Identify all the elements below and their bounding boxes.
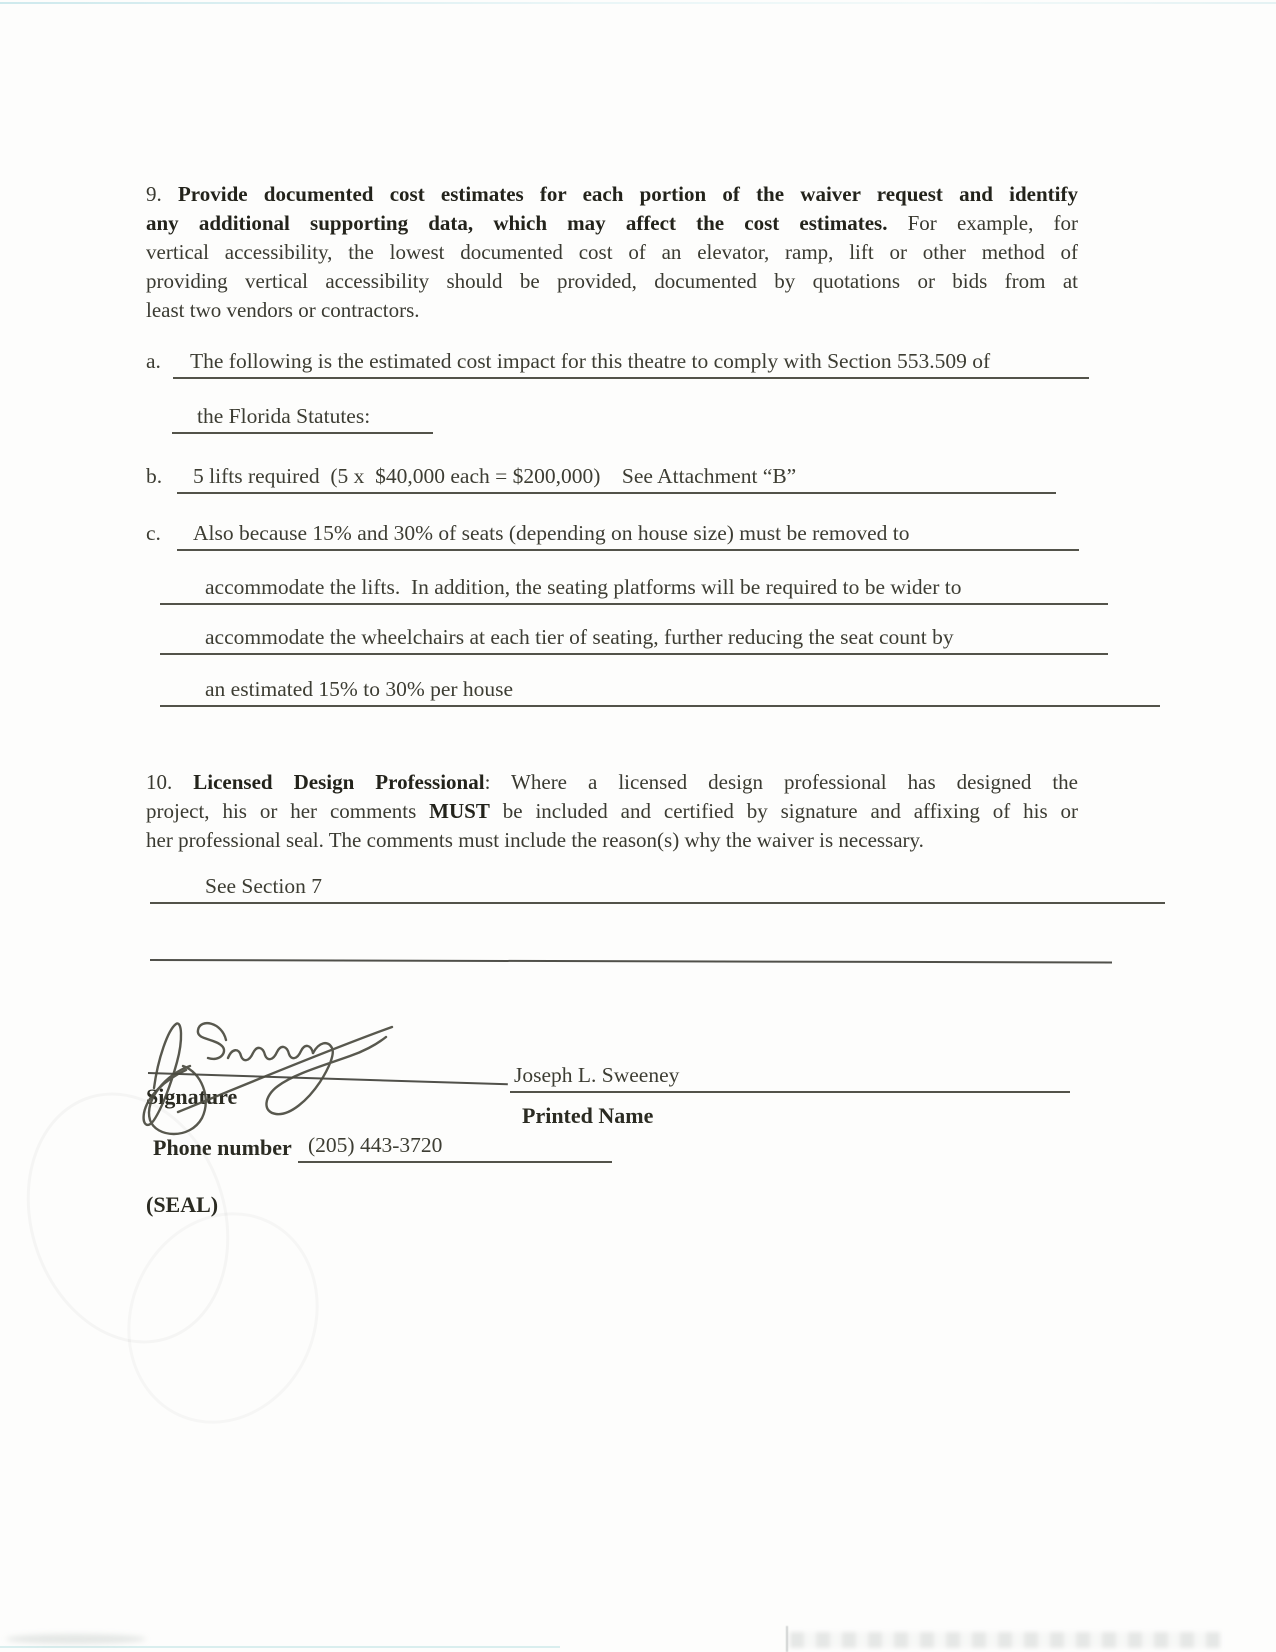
item-10-paragraph <box>146 768 1078 855</box>
item-9-line-2 <box>146 209 1078 238</box>
printed-name-row <box>510 1059 1070 1093</box>
item-9-number: 9. <box>146 182 178 206</box>
answer-b-label: b. <box>146 464 163 488</box>
answer-a-blank-1: The following is the estimated cost impact for this theatre to comply with Section 553.509 of <box>173 345 1089 379</box>
answer-c-row-4 <box>160 673 1160 707</box>
item-10-line-1 <box>146 768 1078 797</box>
answer-b-row <box>146 460 1056 494</box>
signature-label: Signature <box>146 1084 238 1109</box>
answer-c-row-3 <box>160 621 1108 655</box>
answer-a-label: a. <box>146 349 161 373</box>
answer-a-row-2 <box>172 400 433 434</box>
answer-c-blank-3: accommodate the wheelchairs at each tier of seating, further reducing the seat count by <box>160 621 1108 655</box>
phone-number-label: Phone number <box>153 1135 292 1160</box>
paper-crease-artifact <box>94 1182 352 1455</box>
scan-smudge-artifact <box>786 1626 788 1652</box>
answer-c-blank-1: Also because 15% and 30% of seats (depending on house size) must be removed to <box>177 517 1079 551</box>
item-10-line-2 <box>146 797 1078 826</box>
scan-top-edge-artifact <box>0 2 1276 4</box>
answer-c-row-2 <box>160 571 1108 605</box>
printed-name-label: Printed Name <box>522 1103 654 1128</box>
item-10-line-3: her professional seal. The comments must include the reason(s) why the waiver is necessary. <box>146 828 924 852</box>
item-10-bold-heading: Licensed Design Professional <box>193 770 485 794</box>
phone-number-value: (205) 443-3720 <box>298 1129 612 1163</box>
printed-name-value: Joseph L. Sweeney <box>510 1059 1070 1093</box>
item-9-line-4: providing vertical accessibility should be provided, documented by quotations or bids from at <box>146 269 1078 293</box>
answer-c-blank-2: accommodate the lifts. In addition, the seating platforms will be required to be wider to <box>160 571 1108 605</box>
item-10-regular-text: project, his or her comments <box>146 799 430 823</box>
answer-c-label: c. <box>146 521 161 545</box>
item-9-line-5: least two vendors or contractors. <box>146 298 420 322</box>
handwritten-signature <box>138 1006 418 1146</box>
item-10-must-bold: MUST <box>429 799 490 823</box>
item-10-number: 10. <box>146 770 194 794</box>
item-9-line-1 <box>146 180 1078 209</box>
item-10-regular-text: : Where a licensed design professional has designed the <box>484 770 1078 794</box>
scan-smudge-artifact <box>790 1632 1220 1648</box>
scan-smudge-artifact <box>6 1634 146 1644</box>
item-9-bold-text: Provide documented cost estimates for each portion of the waiver request and identify <box>177 182 1079 206</box>
answer-c-blank-4: an estimated 15% to 30% per house <box>160 673 1160 707</box>
section-7-answer-blank: See Section 7 <box>150 870 1165 904</box>
item-9-line-3: vertical accessibility, the lowest documented cost of an elevator, ramp, lift or other method of <box>146 240 1078 264</box>
answer-c-row-1 <box>146 517 1079 551</box>
seal-label: (SEAL) <box>146 1192 219 1217</box>
item-9-regular-text: For example, for <box>887 211 1078 235</box>
answer-a-blank-2: the Florida Statutes: <box>172 400 433 434</box>
item-10-regular-text: be included and certified by signature and affixing of his or <box>489 799 1079 823</box>
empty-answer-line <box>150 959 1112 964</box>
answer-a-row-1 <box>146 345 1089 379</box>
section-7-answer-row <box>150 870 1165 904</box>
scan-bottom-edge-artifact <box>0 1646 560 1648</box>
item-9-paragraph <box>146 180 1078 325</box>
answer-b-blank: 5 lifts required (5 x $40,000 each = $200,000) See Attachment “B” <box>177 460 1056 494</box>
item-9-bold-text: any additional supporting data, which may affect the cost estimates. <box>146 211 888 235</box>
